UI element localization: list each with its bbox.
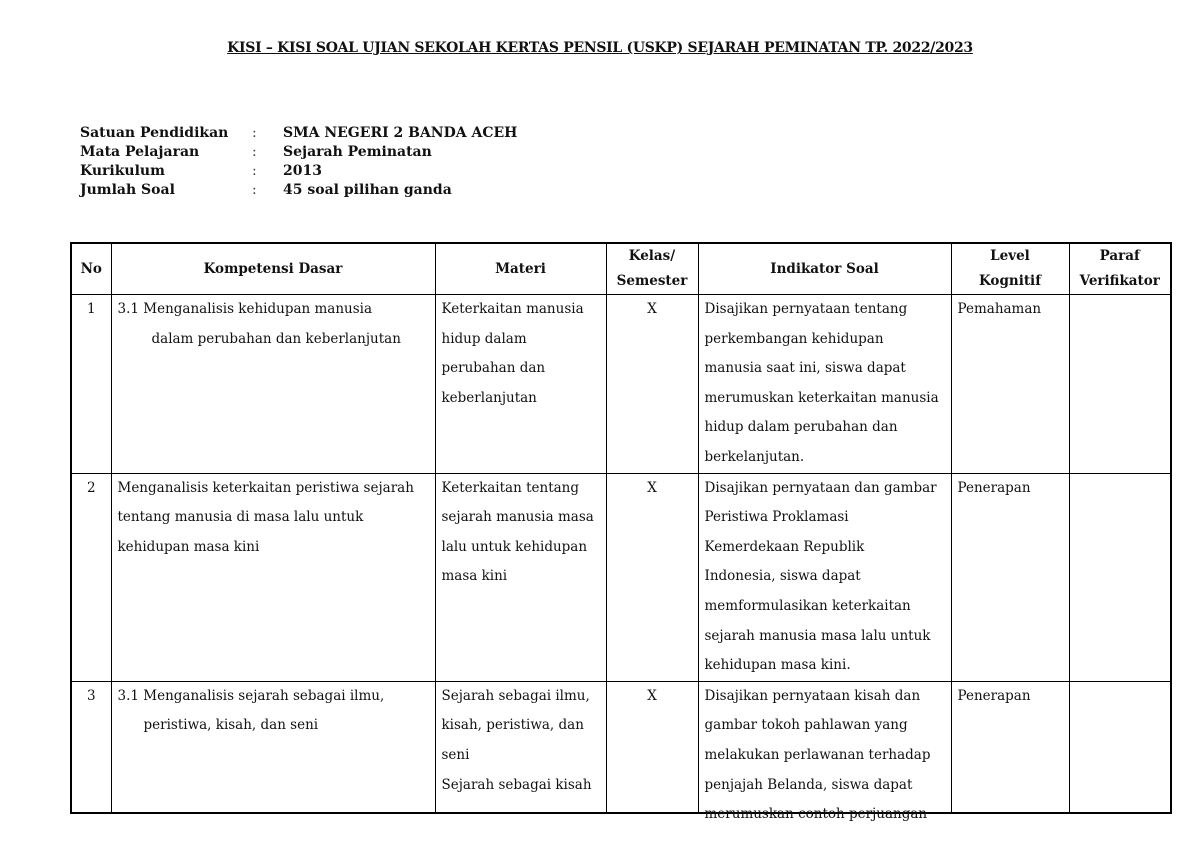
materi-line: keberlanjutan (441, 389, 537, 406)
table-row (71, 473, 1171, 681)
indikator-line: Indonesia, siswa dapat (704, 568, 861, 585)
kd-line: 3.1 Menganalisis kehidupan manusia (117, 301, 373, 317)
header-kelas: Kelas/ (628, 248, 676, 264)
materi-line: masa kini (441, 568, 508, 585)
cell-materi (435, 295, 606, 474)
cell-no: 3 (71, 681, 111, 813)
materi-line: kisah, peristiwa, dan (441, 717, 584, 734)
cell-indikator (698, 473, 951, 681)
cell-paraf (1069, 473, 1171, 681)
materi-line: sejarah manusia masa (441, 509, 594, 526)
info-row-mapel (80, 143, 517, 162)
info-row-satuan (80, 124, 517, 143)
info-block (80, 124, 517, 200)
cell-indikator (698, 295, 951, 474)
indikator-line: merumuskan keterkaitan manusia (704, 389, 939, 406)
header-indikator-soal: Indikator Soal (698, 243, 951, 295)
header-paraf-verifikator (1069, 243, 1171, 295)
cell-materi (435, 473, 606, 681)
indikator-line: berkelanjutan. (704, 448, 805, 465)
cell-level-kognitif: Penerapan (951, 681, 1069, 813)
indikator-line: melakukan perlawanan terhadap (704, 746, 931, 763)
cell-no: 2 (71, 473, 111, 681)
indikator-line: penjajah Belanda, siswa dapat (704, 776, 913, 793)
info-label: Satuan Pendidikan (80, 125, 229, 141)
indikator-line: Disajikan pernyataan tentang (704, 301, 908, 317)
info-label: Jumlah Soal (80, 182, 175, 198)
cell-kelas: X (606, 681, 698, 813)
kd-line: Menganalisis keterkaitan peristiwa sejarah (117, 479, 414, 496)
materi-line: Sejarah sebagai kisah (441, 776, 592, 793)
indikator-line: hidup dalam perubahan dan (704, 419, 898, 436)
indikator-line: perkembangan kehidupan (704, 330, 884, 347)
table-header-row (71, 243, 1171, 295)
indikator-line: Kemerdekaan Republik (704, 538, 865, 555)
materi-line: Keterkaitan manusia (441, 301, 584, 317)
info-value: SMA NEGERI 2 BANDA ACEH (283, 125, 518, 141)
table-row (71, 295, 1171, 474)
materi-line: Sejarah sebagai ilmu, (441, 687, 590, 704)
header-verifikator: Verifikator (1079, 273, 1160, 289)
table-row (71, 681, 1171, 813)
indikator-line: gambar tokoh pahlawan yang (704, 717, 908, 734)
info-colon: : (252, 163, 257, 179)
indikator-line: Disajikan pernyataan dan gambar (704, 479, 937, 496)
indikator-line: sejarah manusia masa lalu untuk (704, 627, 931, 644)
header-semester: Semester (616, 273, 688, 289)
materi-line: hidup dalam (441, 330, 527, 347)
materi-line: perubahan dan (441, 360, 546, 377)
indikator-clip (704, 682, 945, 823)
header-no: No (71, 243, 111, 295)
materi-line: seni (441, 746, 470, 763)
header-level: Level (990, 248, 1030, 264)
info-value: 2013 (283, 163, 322, 179)
indikator-line: kehidupan masa kini. (704, 657, 851, 674)
info-colon: : (252, 182, 257, 198)
kisi-table (70, 242, 1172, 823)
indikator-line: merumuskan contoh perjuangan (704, 806, 928, 823)
info-colon: : (252, 144, 257, 160)
info-value: Sejarah Peminatan (283, 144, 432, 160)
cell-no: 1 (71, 295, 111, 474)
indikator-line: memformulasikan keterkaitan (704, 597, 911, 614)
info-value: 45 soal pilihan ganda (283, 182, 452, 198)
cell-level-kognitif: Pemahaman (951, 295, 1069, 474)
header-level-kognitif (951, 243, 1069, 295)
materi-line: Keterkaitan tentang (441, 479, 580, 496)
header-kelas-semester (606, 243, 698, 295)
header-paraf: Paraf (1099, 248, 1140, 264)
indikator-line: Disajikan pernyataan kisah dan (704, 687, 921, 704)
cell-kompetensi-dasar (111, 295, 435, 474)
info-label: Kurikulum (80, 163, 165, 179)
cell-materi (435, 681, 606, 813)
cell-kompetensi-dasar (111, 681, 435, 813)
kd-line: tentang manusia di masa lalu untuk (117, 509, 364, 526)
cell-paraf (1069, 295, 1171, 474)
cell-kelas: X (606, 295, 698, 474)
header-materi: Materi (435, 243, 606, 295)
info-row-jumlah-soal (80, 181, 517, 200)
kd-line: 3.1 Menganalisis sejarah sebagai ilmu, (117, 687, 385, 704)
cell-paraf (1069, 681, 1171, 813)
header-kognitif: Kognitif (979, 273, 1041, 289)
info-colon: : (252, 125, 257, 141)
cell-indikator (698, 681, 951, 823)
kd-line: peristiwa, kisah, dan seni (143, 717, 319, 734)
cell-kelas: X (606, 473, 698, 681)
cell-kompetensi-dasar (111, 473, 435, 681)
info-row-kurikulum (80, 162, 517, 181)
kd-line: kehidupan masa kini (117, 538, 260, 555)
header-kompetensi-dasar: Kompetensi Dasar (111, 243, 435, 295)
indikator-line: Peristiwa Proklamasi (704, 509, 849, 526)
cell-level-kognitif: Penerapan (951, 473, 1069, 681)
indikator-line: manusia saat ini, siswa dapat (704, 360, 906, 377)
info-label: Mata Pelajaran (80, 144, 200, 160)
document-title: KISI – KISI SOAL UJIAN SEKOLAH KERTAS PENSIL (USKP) SEJARAH PEMINATAN TP. 2022/2023 (227, 40, 973, 56)
materi-line: lalu untuk kehidupan (441, 538, 588, 555)
kd-line: dalam perubahan dan keberlanjutan (151, 330, 401, 347)
